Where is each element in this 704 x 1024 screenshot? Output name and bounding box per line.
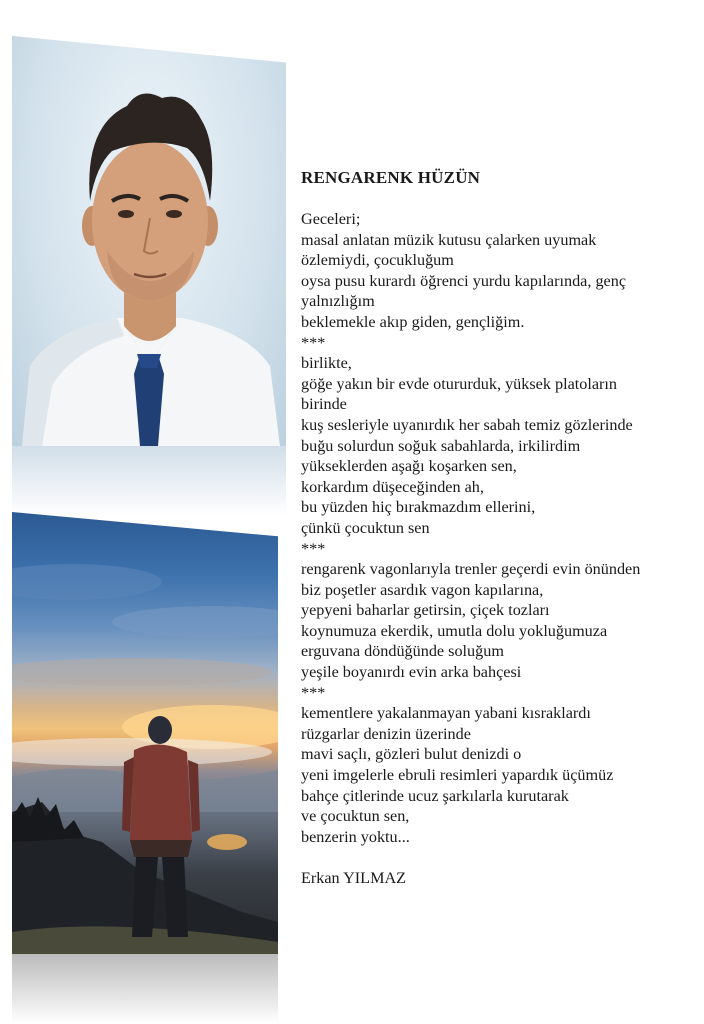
poem-line: korkardım düşeceğinden ah, xyxy=(301,477,484,496)
poem-line: oysa pusu kurardı öğrenci yurdu kapılarında, genç xyxy=(301,271,626,290)
poem xyxy=(301,167,701,889)
poem-body xyxy=(301,209,701,847)
poem-line: Geceleri; xyxy=(301,210,361,228)
poem-line: masal anlatan müzik kutusu çalarken uyumak xyxy=(301,230,597,249)
poem-line: ve çocuktun sen, xyxy=(301,807,410,826)
poem-line: mavi saçlı, gözleri bulut denizdi o xyxy=(301,745,522,764)
poem-title: RENGARENK HÜZÜN xyxy=(301,168,481,187)
stanza-separator: *** xyxy=(301,683,326,702)
portrait-illustration xyxy=(12,36,286,446)
portrait-photo xyxy=(12,36,286,446)
poem-line: kuş sesleriyle uyanırdık her sabah temiz gözlerinde xyxy=(301,415,633,434)
poem-line: rengarenk vagonlarıyla trenler geçerdi evin önünden xyxy=(301,560,641,579)
poem-line: birlikte, xyxy=(301,354,352,373)
poem-line: benzerin yoktu... xyxy=(301,827,410,846)
landscape-photo xyxy=(12,512,278,954)
portrait-reflection xyxy=(12,446,286,516)
poem-line: bu yüzden hiç bırakmazdım ellerini, xyxy=(301,498,536,517)
poem-line: yeşile boyanırdı evin arka bahçesi xyxy=(301,663,522,682)
stanza-separator: *** xyxy=(301,539,326,558)
poem-author: Erkan YILMAZ xyxy=(301,869,407,887)
poem-line: bahçe çitlerinde ucuz şarkılarla kurutarak xyxy=(301,786,569,805)
poem-line: beklemekle akıp giden, gençliğim. xyxy=(301,312,525,331)
poem-line: buğu solurdun soğuk sabahlarda, irkilirdim xyxy=(301,436,581,455)
poem-line: göğe yakın bir evde otururduk, yüksek platoların xyxy=(301,374,618,393)
poem-line: kementlere yakalanmayan yabani kısraklardı xyxy=(301,704,591,723)
poem-line: yepyeni baharlar getirsin, çiçek tozları xyxy=(301,601,550,620)
poem-line: yalnızlığım xyxy=(301,292,375,311)
landscape-reflection xyxy=(12,954,278,1024)
stanza-separator: *** xyxy=(301,333,326,352)
poem-line: rüzgarlar denizin üzerinde xyxy=(301,724,471,743)
landscape-illustration xyxy=(12,512,278,954)
poem-line: birinde xyxy=(301,395,347,414)
poem-line: biz poşetler asardık vagon kapılarına, xyxy=(301,580,544,599)
poem-line: yeni imgelerle ebruli resimleri yapardık üçümüz xyxy=(301,766,614,785)
poem-line: koynumuza ekerdik, umutla dolu yokluğumuza xyxy=(301,621,608,640)
poem-line: yükseklerden aşağı koşarken sen, xyxy=(301,457,517,476)
poem-line: erguvana döndüğünde soluğum xyxy=(301,642,504,661)
poem-line: özlemiydi, çocukluğum xyxy=(301,251,454,270)
poem-line: çünkü çocuktun sen xyxy=(301,518,430,537)
